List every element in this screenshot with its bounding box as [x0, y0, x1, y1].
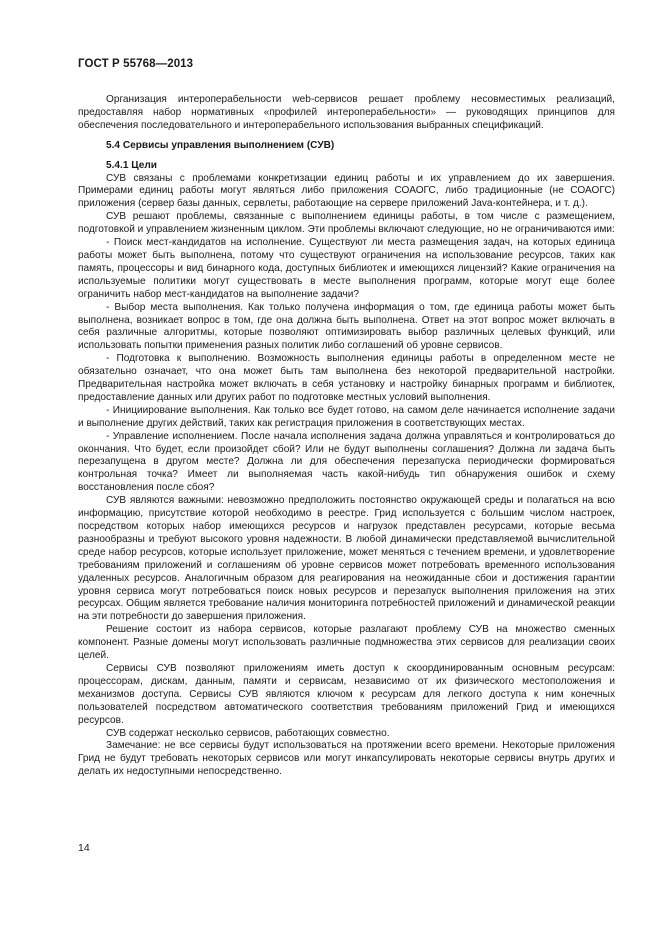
intro-paragraph: Организация интероперабельности web-сервисов решает проблему несовместимых реализаций, предоставляя набор нормативных «профилей интероперабельности» — руководящих принципов для обеспечения последовательного и интероперабельного использования выбранных спецификаций. — [78, 94, 615, 131]
paragraph: Решение состоит из набора сервисов, которые разлагают проблему СУВ на множество сменных компонент. Разные домены могут использовать различные подмножества этих сервисов для реализации своих целей. — [78, 624, 615, 662]
subsection-heading: 5.4.1 Цели — [106, 159, 157, 171]
page-number: 14 — [78, 842, 90, 854]
paragraph: СУВ содержат несколько сервисов, работающих совместно. — [106, 727, 390, 739]
list-item: - Управление исполнением. После начала исполнения задача должна управляться и контролироваться до окончания. Что будет, если произойдет сбой? Или не будут выполнены соглашения? Должна ли задача быть перезапущена в другом месте? Должна ли для обеспечения перезапуска периодически формироваться контрольная точка? Имеет ли выполняемая часть какой-нибудь тип обнаружения ошибок и схему восстановления после сбоя? — [78, 430, 615, 494]
list-item: - Выбор места выполнения. Как только получена информация о том, где единица работы может быть выполнена, возникает вопрос в том, где она должна быть выполнена. Ответ на этот вопрос может включать в себя различные алгоритмы, которые позволяют оптимизировать выбор различных целевых функций, или использовать попытки применения разных политик либо соглашений об уровне сервисов. — [78, 301, 615, 352]
paragraph: Сервисы СУВ позволяют приложениям иметь доступ к скоординированным основным ресурсам: процессорам, дискам, данным, памяти и сервисам, независимо от их физического местоположения и механизмов доступа. Сервисы СУВ являются ключом к ресурсам для легкого доступа к ним конечных пользователей посредством автоматического соответствия требованиям приложений Грид и имеющихся ресурсов. — [78, 662, 615, 726]
document-body — [78, 94, 615, 779]
document-header: ГОСТ Р 55768—2013 — [78, 58, 194, 70]
paragraph: Замечание: не все сервисы будут использоваться на протяжении всего времени. Некоторые приложения Грид не будут требовать некоторых сервисов или могут инкапсулировать некоторые сервисы внутрь других и делать их недоступными непосредственно. — [78, 740, 615, 778]
list-item: - Подготовка к выполнению. Возможность выполнения единицы работы в определенном месте не обязательно означает, что она может быть там выполнена без некоторой предварительной настройки. Предварительная настройка может включать в себя установку и настройку бинарных программ и библиотек, предоставление данных или других работ по подготовке местных условий выполнения. — [78, 353, 615, 403]
list-item: - Поиск мест-кандидатов на исполнение. Существуют ли места размещения задач, на которых единица работы может быть выполнена, потому что существуют ограничения на использование ресурсов, таких как память, процессоры и вид бинарного кода, доступных библиотек и имеющихся лицензий? Какие ограничения на используемые политики могут существовать в месте выполнения программ, которые могут еще более ограничить набор мест-кандидатов на выполнение задачи? — [78, 237, 615, 300]
paragraph: СУВ связаны с проблемами конкретизации единиц работы и их управлением до их завершения. Примерами единиц работы могут являться либо приложения СОАОГС, либо традиционные (не СОАОГС) приложения (сервер базы данных, сервлеты, работающие на сервере приложений Java-контейнера, и т. д.). — [78, 172, 615, 210]
section-heading: 5.4 Сервисы управления выполнением (СУВ) — [106, 139, 335, 151]
paragraph: СУВ являются важными: невозможно предположить постоянство окружающей среды и полагаться на всю информацию, присутствие которой необходимо в реестре. Грид используется с большим числом настроек, посредством которых набор имеющихся ресурсов и нагрузок представлен ресурсами, которые весьма разнообразны и требуют высокого уровня надежности. В любой динамически представляемой вычислительной среде набор ресурсов, которые использует приложение, может меняться с течением времени, и удовлетворение требованиям приложений и соглашениям об уровне сервисов может потребовать временного использования удаленных ресурсов. Аналогичным образом для реагирования на неожиданные сбои и достижения гарантии уровня сервиса могут потребоваться поиск новых ресурсов и перезапуск выполнения приложения на этих ресурсах. Общим является требование наличия мониторинга потребностей приложений и динамической реакции на эти потребности до завершения приложения. — [78, 495, 615, 623]
list-item: - Инициирование выполнения. Как только все будет готово, на самом деле начинается исполнение задачи и выполнение других действий, таких как регистрация приложения в соответствующих местах. — [78, 404, 615, 429]
paragraph: СУВ решают проблемы, связанные с выполнением единицы работы, в том числе с размещением, подготовкой и управлением жизненным циклом. Эти проблемы включают следующие, но не ограничиваются ими: — [78, 211, 615, 236]
